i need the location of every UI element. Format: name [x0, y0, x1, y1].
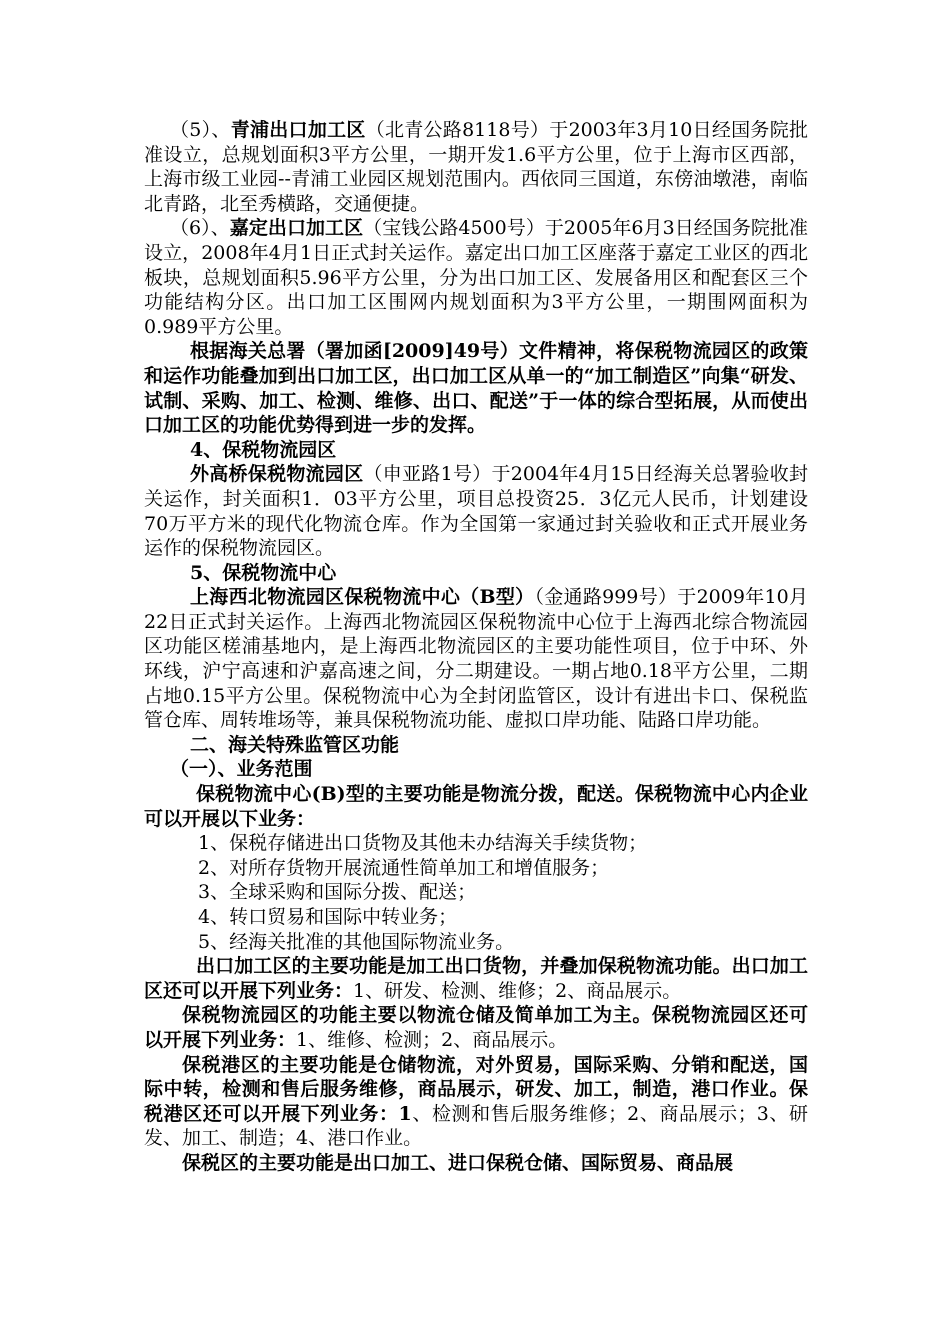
text-run: （5）、: [170, 119, 231, 141]
text-run: （申亚路1号）于2004年4月15日经海关总署验收封关运作，封关面积1．03平方公里，项目总投资25．3亿元人民币，计划建设70万平方米的现代化物流仓库。作为全国第一家通过封关验收和正式开展业务运作的保税物流园区。: [144, 463, 808, 560]
paragraph-qingpu: [144, 118, 808, 216]
list-item: 3、全球采购和国际分拨、配送；: [198, 881, 477, 904]
bold-run: （一）、业务范围: [170, 758, 313, 781]
list-item: 4、转口贸易和国际中转业务；: [198, 906, 458, 928]
text-run: （宝钱公路4500号）于2005年6月3日经国务院批准设立，2008年4月1日正式封关运作。嘉定出口加工区座落于嘉定工业区的西北板块，总规划面积5.96平方公里，分为出口加工区、发展备用区和配套区三个功能结构分区。出口加工区围网内规划面积为3平方公里，一期围网面积为0.989平方公里。: [144, 217, 808, 338]
bold-run: 4、保税物流园区: [190, 438, 337, 461]
text-run: （金通路999号）于2009年10月22日正式封关运作。上海西北物流园区保税物流中心位于上海西北综合物流园区功能区槎浦基地内，是上海西北物流园区的主要功能性项目，位于中环、外环线，沪宁高速和沪嘉高速之间，分二期建设。一期占地0.18平方公里，二期占地0.15平方公里。保税物流中心为全封闭监管区，设计有进出卡口、保税监管仓库、周转堆场等，兼具保税物流功能、虚拟口岸功能、陆路口岸功能。: [144, 586, 809, 732]
heading-business-scope: [144, 757, 808, 782]
paragraph-jiading: [144, 216, 808, 339]
bold-run: 出口加工区的主要功能是加工出口货物，并叠加保税物流功能。出口加工区还可以开展下列业务：: [144, 955, 808, 1002]
paragraph-customs-policy: [144, 339, 808, 437]
heading-section-two: [144, 733, 808, 758]
text-run: （北青公路8118号）于2003年3月10日经国务院批准设立，总规划面积3平方公里，一期开发1.6平方公里，位于上海市区西部，上海市级工业园--青浦工业园区规划范围内。西依同三国道，东傍油墩港，南临北青路，北至秀横路，交通便捷。: [144, 119, 808, 215]
bold-run: 上海西北物流园区保税物流中心（B型）: [190, 586, 535, 609]
paragraph-bonded-port-area: [144, 1053, 808, 1151]
bold-run: 保税物流中心(B)型的主要功能是物流分拨，配送。保税物流中心内企业可以开展以下业务：: [144, 783, 808, 830]
paragraph-bonded-zone: [144, 1151, 808, 1176]
text-run: 1、研发、检测、维修；2、商品展示。: [353, 979, 682, 1002]
text-run: 1、维修、检测；2、商品展示。: [296, 1028, 568, 1051]
bold-run: 5、保税物流中心: [190, 561, 337, 584]
list-item: 5、经海关批准的其他国际物流业务。: [198, 930, 515, 953]
bold-run: 外高桥保税物流园区: [190, 463, 364, 486]
text-run: 、检测和售后服务维修；2、商品展示；3、研发、加工、制造；4、港口作业。: [144, 1102, 808, 1150]
bold-run: 根据海关总署（署加函[2009]49号）文件精神，将保税物流园区的政策和运作功能叠加到出口加工区，出口加工区从单一的“加工制造区”向集“研发、试制、采购、加工、检测、维修、出口、配送”于一体的综合型拓展，从而使出口加工区的功能优势得到进一步的发挥。: [144, 340, 808, 437]
bold-run: 嘉定出口加工区: [229, 217, 364, 240]
bold-run: 青浦出口加工区: [230, 119, 366, 141]
bold-run: 保税物流园区的功能主要以物流仓储及简单加工为主。保税物流园区还可以开展下列业务：: [144, 1004, 808, 1051]
paragraph-logistics-park-function: [144, 1003, 808, 1052]
list-item: 1、保税存储进出口货物及其他未办结海关手续货物；: [198, 832, 648, 855]
paragraph-xibei: [144, 585, 808, 733]
document-body: [144, 118, 808, 1176]
bold-run: 二、海关特殊监管区功能: [190, 733, 400, 756]
paragraph-waigaoqiao: [144, 462, 808, 560]
heading-bonded-logistics-center: [144, 561, 808, 586]
paragraph-export-processing-zone: [144, 954, 808, 1003]
bold-run: 保税港区的主要功能是仓储物流，对外贸易，国际采购、分销和配送，国际中转，检测和售后服务维修，商品展示，研发、加工，制造，港口作业。保税港区还可以开展下列业务：1: [144, 1053, 808, 1125]
list-item: 2、对所存货物开展流通性简单加工和增值服务；: [198, 856, 610, 879]
bold-run: 保税区的主要功能是出口加工、进口保税仓储、国际贸易、商品展: [182, 1151, 734, 1174]
heading-bonded-logistics-park: [144, 438, 808, 463]
paragraph-center-b: [144, 782, 808, 831]
text-run: （6）、: [170, 217, 230, 240]
